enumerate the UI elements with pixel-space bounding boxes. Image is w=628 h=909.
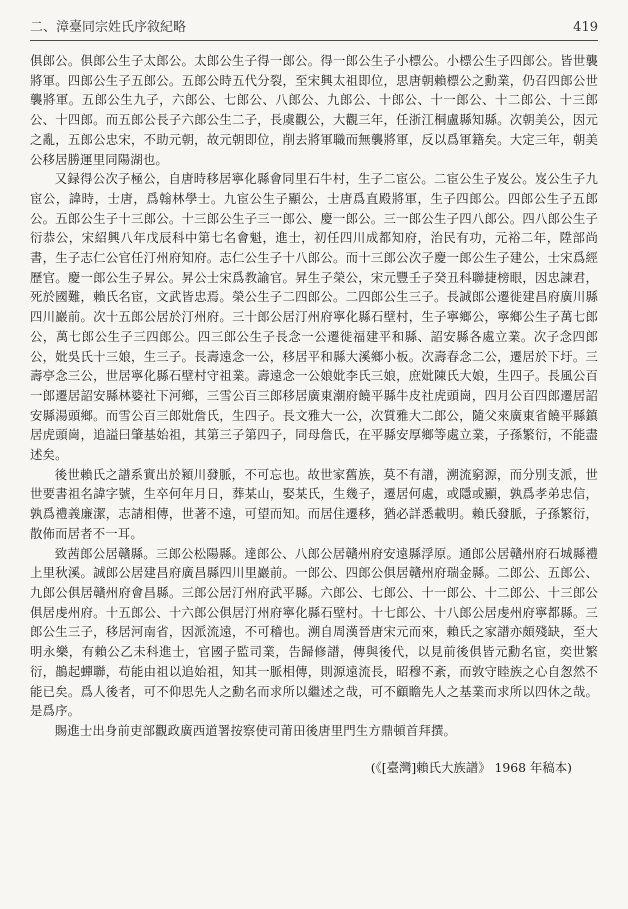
paragraph: 致茜郎公居贛縣。三郎公松陽縣。達郎公、八郎公居贛州府安遠縣浮原。通郎公居贛州府石城縣禮上里秋溪。誠郎公居建昌府廣昌縣四川里巖前。一郎公、四郎公俱居贛州府瑞金縣。二郎公、五郎公、九郎公俱居贛州府會昌縣。三郎公居汀州府武平縣。六郎公、七郎公、十一郎公、十二郎公、十三郎公俱居虔州府。十五郎公、十六郎公俱居汀州府寧化縣石壁村。十七郎公、十八郎公居虔州府寧都縣。三郎公生三子，移居河南省，因派流遠，不可稽也。溯自周漢晉唐宋元而來，賴氏之家譜亦頗殘缺，至大明永樂，有賴公乙未科進士，官國子監司業，告歸修譜，傳與後代，以見前後俱皆元勳名宦，奕世繁衍，鵲起蟬聯，苟能由祖以追始祖，知其一脈相傳，則源遠流長，昭穆不紊，而敦守睦族之心自怱然不能已矣。爲人後者，可不仰思先人之勳名而求所以繼述之哉，可不顧瞻先人之基業而求所以四休之哉。是爲序。 [30, 545, 598, 719]
signature-line: 賜進士出身前吏部觀政廣西道署按察使司莆田後唐里門生方鼎頓首拜撰。 [54, 722, 457, 738]
body-text [30, 51, 598, 741]
paragraph: 俱郎公。俱郎公生子太郎公。太郎公生子得一郎公。得一郎公生子小標公。小標公生子四郎公。皆世襲將軍。四郎公生子五郎公。五郎公時五代分裂，至宋興太祖即位，思唐朝賴標公之勳業，仍召四郎公世襲將軍。五郎公生九子，六郎公、七郎公、八郎公、九郎公、十郎公、十一郎公、十二郎公、十三郎公、十四郎。而五郎公長子六郎公生二子，長虞觀公，大觀三年，任浙江桐盧縣知縣。次朝美公，因元之亂，五郎公忠宋，不助元朝，故元朝即位，削去將軍職而無襲將軍，反以爲軍籍矣。大定三年，朝美公移居勝運里同陽湖也。 [30, 53, 598, 167]
running-header [30, 14, 598, 36]
paragraph: 後世賴氏之譜系實出於潁川發脈，不可忘也。故世家舊族，莫不有譜，溯流窮源，而分別支派，世世要書祖名諱字號，生卒何年月日，葬某山，娶某氏，生幾子，遷居何處，或隱或顯，孰爲孝弟忠信，孰爲禮義廉潔，志請相傳，世著不遠，可望而知。而居住遷移，猶必詳悉載明。賴氏發脈，子孫繁衍，散佈而居者不一耳。 [30, 466, 598, 541]
source-note: (《[臺灣]賴氏大族譜》 1968 年稿本) [370, 759, 572, 775]
paragraph: 又録得公次子極公，自唐時移居寧化縣會同里石牛村，生子二宦公。二宦公生子岌公。岌公生子九宦公，諱時，士唐，爲翰林學士。九宦公生子顯公，士唐爲直殿將軍，生子四郎公。四郎公生子五郎公。五郎公生子十三郎公。十三郎公生子三一郎公、慶一郎公。三一郎公生子四八郎公。四八郎公生子衍恭公，宋紹興八年戊辰科中第七名會魁，進士，初任四川成都知府，治民有功，元裕二年，陞部尚書，生子志仁公官任汀州府知府。志仁公生子十八郎公。而十三郎公次子慶一郎公生子建公，士宋爲經歷官。慶一郎公生子昇公。昇公士宋爲教諭官。昇生子榮公，宋元豐壬子癸丑科聯捷榜眼，因忠諫君，死於國難，賴氏名宦，文武皆忠焉。榮公生子二四郎公。二四郎公生三子。長誠郎公遷徙建昌府廣川縣四川巖前。次十五郎公居於汀州府。三十郎公居汀州府寧化縣石壁村，生子寧鄉公，寧鄉公生子萬七郎公，萬七郎公生子三四郎公。四三郎公生子長念一公遷徙福建平和縣、詔安縣各處立業。次子念四郎公，妣吳氏十三娘，生三子。長壽遠念一公，移居平和縣大溪鄉小板。次壽春念二公，遷居於下圩。三壽亭念三公，世居寧化縣石壁村守祖業。壽遠念一公娘妣李氏三娘，庶妣陳氏大娘，生四子。長風公百一郎遷居詔安縣林婆社下河鄉，三雪公百三郎移居廣東潮府饒平縣牛皮社虎頭崗，四月公百四郎遷居詔安縣湯頭鄉。而雪公百三郎妣詹氏，生四子。長文雅大一公，次質雅大二郎公，隨父來廣東省饒平縣鎮居虎頭崗，追謚曰肇基始祖，其第三子第四子，同母詹氏，在平縣安厚鄉等處立業，子孫繁衍，不能盡述矣。 [30, 171, 598, 463]
chapter-title: 二、漳臺同宗姓氏序敘紀略 [30, 20, 187, 35]
header-rule [30, 40, 598, 41]
page-number: 419 [573, 20, 598, 35]
